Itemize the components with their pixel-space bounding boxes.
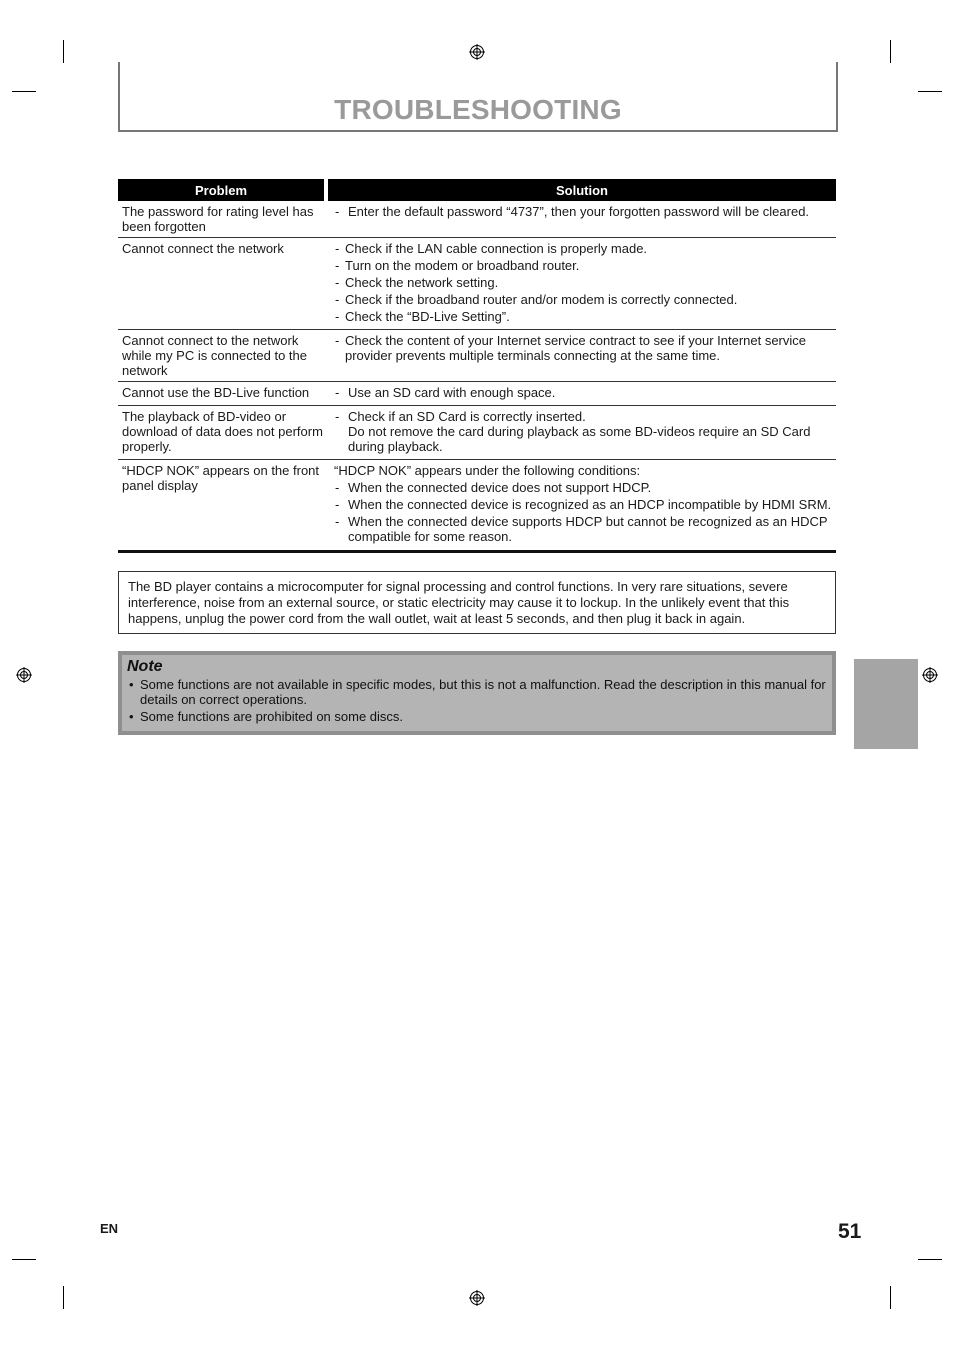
solution-item: - Turn on the modem or broadband router.	[334, 258, 832, 273]
solution-item: - When the connected device is recognized as an HDCP incompatible by HDMI SRM.	[334, 497, 832, 512]
table-row	[118, 382, 836, 406]
solution-line: Check if an SD Card is correctly inserted.	[348, 409, 586, 424]
table-row	[118, 460, 836, 553]
crop-mark	[890, 40, 891, 63]
table-row	[118, 330, 836, 382]
table-row	[118, 201, 836, 238]
page-number: 51	[838, 1220, 862, 1243]
solution-item: - Check the content of your Internet service contract to see if your Internet service provider prevents multiple terminals connecting at the same time.	[334, 333, 832, 363]
problem-cell: Cannot use the BD-Live function	[118, 382, 328, 406]
problem-cell: Cannot connect to the network while my PC is connected to the network	[118, 330, 328, 382]
note-title: Note	[127, 658, 163, 675]
solution-item: - Check if the broadband router and/or modem is correctly connected.	[334, 292, 832, 307]
registration-mark-icon	[922, 667, 938, 683]
solution-item: - Use an SD card with enough space.	[334, 385, 832, 400]
solution-list	[334, 333, 832, 363]
crop-mark	[12, 1259, 36, 1260]
page-title: TROUBLESHOOTING	[334, 94, 622, 125]
troubleshooting-table	[118, 179, 836, 553]
problem-cell: “HDCP NOK” appears on the front panel display	[118, 460, 328, 553]
crop-mark	[63, 1286, 64, 1309]
solution-line: Do not remove the card during playback as some BD-videos require an SD Card during playback.	[348, 424, 811, 454]
note-list	[127, 677, 827, 724]
solution-item	[334, 409, 832, 454]
solution-cell	[328, 382, 836, 406]
solution-item: - Enter the default password “4737”, then your forgotten password will be cleared.	[334, 204, 832, 219]
solution-item: - When the connected device does not support HDCP.	[334, 480, 832, 495]
registration-mark-icon	[16, 667, 32, 683]
solution-intro: “HDCP NOK” appears under the following conditions:	[334, 463, 641, 478]
section-side-tab	[854, 659, 918, 749]
crop-mark	[918, 91, 942, 92]
solution-cell	[328, 460, 836, 553]
microcomputer-notice: The BD player contains a microcomputer for signal processing and control functions. In very rare situations, severe interference, noise from an external source, or static electricity may cause it to lockup. In the unlikely event that this happens, unplug the power cord from the wall outlet, wait at least 5 seconds, and then plug it back in again.	[118, 571, 836, 634]
table-row	[118, 238, 836, 330]
note-box	[118, 651, 836, 735]
solution-list	[334, 385, 832, 400]
problem-cell: Cannot connect the network	[118, 238, 328, 330]
crop-mark	[918, 1259, 942, 1260]
table-header-row	[118, 179, 836, 201]
crop-mark	[12, 91, 36, 92]
solution-list	[334, 204, 832, 219]
solution-item: - Check the “BD-Live Setting”.	[334, 309, 832, 324]
column-header-problem: Problem	[118, 179, 328, 201]
problem-cell: The password for rating level has been forgotten	[118, 201, 328, 238]
language-label: EN	[100, 1221, 119, 1236]
registration-mark-icon	[469, 44, 485, 60]
solution-cell	[328, 330, 836, 382]
solution-item: - When the connected device supports HDCP but cannot be recognized as an HDCP compatible for some reason.	[334, 514, 832, 544]
registration-mark-icon	[469, 1290, 485, 1306]
solution-cell	[328, 238, 836, 330]
solution-cell	[328, 406, 836, 460]
solution-item: - Check the network setting.	[334, 275, 832, 290]
solution-item: - Check if the LAN cable connection is properly made.	[334, 241, 832, 256]
crop-mark	[63, 40, 64, 63]
solution-cell	[328, 201, 836, 238]
note-item: • Some functions are prohibited on some discs.	[127, 709, 827, 724]
solution-list	[334, 241, 832, 324]
crop-mark	[890, 1286, 891, 1309]
solution-list	[334, 409, 832, 454]
column-header-solution: Solution	[328, 179, 836, 201]
problem-cell: The playback of BD-video or download of data does not perform properly.	[118, 406, 328, 460]
table-row	[118, 406, 836, 460]
note-item: • Some functions are not available in specific modes, but this is not a malfunction. Read the description in this manual for details on correct operations.	[127, 677, 827, 707]
solution-list	[334, 480, 832, 544]
